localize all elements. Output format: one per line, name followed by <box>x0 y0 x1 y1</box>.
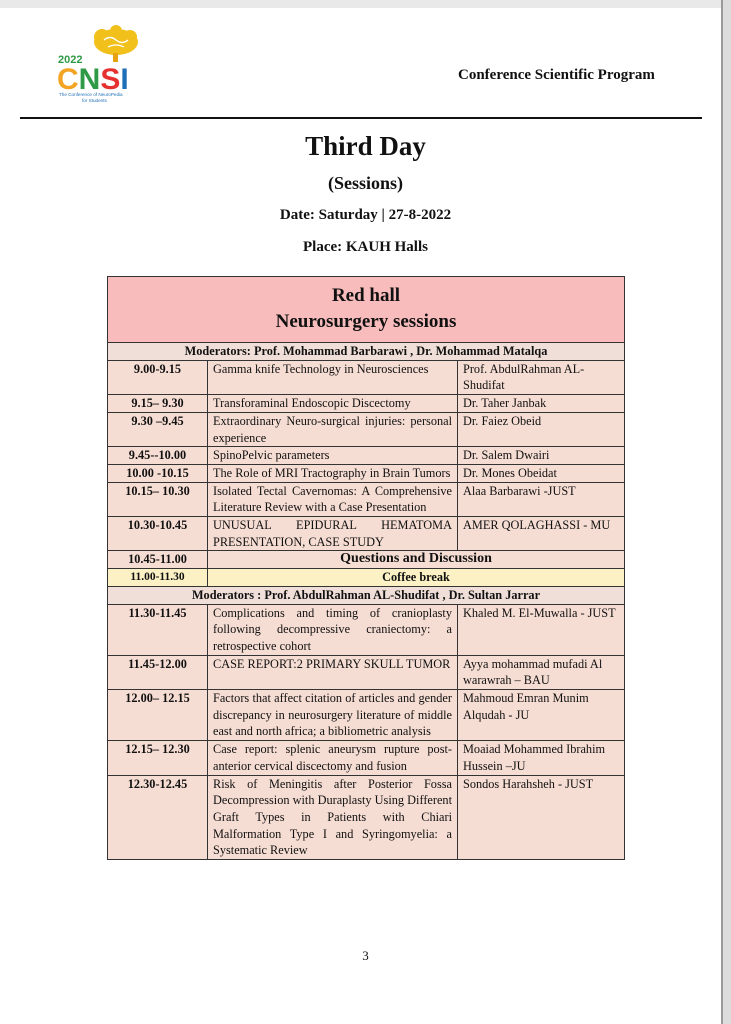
session-time: 12.30-12.45 <box>108 775 208 860</box>
session-row <box>108 360 625 394</box>
session-time: 9.30 –9.45 <box>108 412 208 446</box>
session-speaker: Alaa Barbarawi -JUST <box>458 482 625 516</box>
session-time: 12.00– 12.15 <box>108 690 208 741</box>
page-number: 3 <box>362 948 369 963</box>
moderators-text: Moderators: Prof. Mohammad Barbarawi , Dr. Mohammad Matalqa <box>108 343 625 361</box>
logo-letter-s: S <box>100 63 121 96</box>
session-topic: UNUSUAL EPIDURAL HEMATOMA PRESENTATION, CASE STUDY <box>208 517 458 551</box>
session-speaker: AMER QOLAGHASSI - MU <box>458 517 625 551</box>
session-row <box>108 395 625 413</box>
session-speaker: Moaiad Mohammed Ibrahim Hussein –JU <box>458 741 625 775</box>
logo-letter-i: I <box>120 63 129 96</box>
session-topic: Isolated Tectal Cavernomas: A Comprehensive Literature Review with a Case Presentation <box>208 482 458 516</box>
session-time: 9.00-9.15 <box>108 360 208 394</box>
session-speaker: Ayya mohammad mufadi Al warawrah – BAU <box>458 655 625 689</box>
session-topic: CASE REPORT:2 PRIMARY SKULL TUMOR <box>208 655 458 689</box>
hall-name: Red hall <box>331 285 401 306</box>
hall-header-row <box>108 277 625 343</box>
session-topic: Extraordinary Neuro-surgical injuries: personal experience <box>208 412 458 446</box>
session-speaker: Dr. Taher Janbak <box>458 395 625 413</box>
session-row <box>108 412 625 446</box>
coffee-label: Coffee break <box>208 569 625 587</box>
session-row <box>108 604 625 655</box>
session-row <box>108 517 625 551</box>
coffee-time: 11.00-11.30 <box>108 569 208 587</box>
logo-tagline: The Conference of NeuroPedia <box>59 92 123 97</box>
moderators-row <box>108 343 625 361</box>
session-time: 11.30-11.45 <box>108 604 208 655</box>
session-row <box>108 655 625 689</box>
session-speaker: Dr. Mones Obeidat <box>458 464 625 482</box>
document-title: Conference Scientific Program <box>458 67 655 83</box>
program-table <box>107 276 625 860</box>
moderators-text: Moderators : Prof. AbdulRahman AL-Shudifat , Dr. Sultan Jarrar <box>108 586 625 604</box>
session-speaker: Sondos Harahsheh - JUST <box>458 775 625 860</box>
cnsi-logo <box>56 25 148 103</box>
session-topic: Case report: splenic aneurysm rupture post-anterior cervical discectomy and fusion <box>208 741 458 775</box>
session-time: 12.15– 12.30 <box>108 741 208 775</box>
coffee-break-row <box>108 569 625 587</box>
session-speaker: Dr. Salem Dwairi <box>458 447 625 465</box>
page-frame-top <box>0 0 731 8</box>
session-topic: Risk of Meningitis after Posterior Fossa Decompression with Duraplasty Using Different Graft Types in Patients with Chiari Malformation Type I and Syringomyelia: a Systematic Review <box>208 775 458 860</box>
session-row <box>108 464 625 482</box>
logo-letter-n: N <box>78 63 101 96</box>
header-divider <box>20 117 702 119</box>
session-row <box>108 482 625 516</box>
logo-year: 2022 <box>58 54 83 66</box>
session-topic: Gamma knife Technology in Neurosciences <box>208 360 458 394</box>
questions-time: 10.45-11.00 <box>108 551 208 569</box>
day-title: Third Day <box>305 131 426 161</box>
date-line: Date: Saturday | 27-8-2022 <box>279 207 452 223</box>
session-time: 10.00 -10.15 <box>108 464 208 482</box>
brain-icon <box>94 25 138 62</box>
session-topic: Complications and timing of cranioplasty following decompressive craniectomy: a retrospective cohort <box>208 604 458 655</box>
session-time: 9.45--10.00 <box>108 447 208 465</box>
session-row <box>108 690 625 741</box>
session-row <box>108 447 625 465</box>
logo-letter-c: C <box>57 63 79 96</box>
session-time: 11.45-12.00 <box>108 655 208 689</box>
moderators-row <box>108 586 625 604</box>
hall-track: Neurosurgery sessions <box>275 311 457 332</box>
session-topic: The Role of MRI Tractography in Brain Tumors <box>208 464 458 482</box>
session-row <box>108 775 625 860</box>
questions-label: Questions and Discussion <box>208 551 625 569</box>
session-row <box>108 741 625 775</box>
session-topic: Factors that affect citation of articles and gender discrepancy in neurosurgery literature of middle east and north africa; a bibliometric analysis <box>208 690 458 741</box>
questions-row <box>108 551 625 569</box>
place-line: Place: KAUH Halls <box>303 239 428 255</box>
session-time: 9.15– 9.30 <box>108 395 208 413</box>
session-topic: SpinoPelvic parameters <box>208 447 458 465</box>
session-time: 10.30-10.45 <box>108 517 208 551</box>
sessions-subtitle: (Sessions) <box>327 173 403 193</box>
session-time: 10.15– 10.30 <box>108 482 208 516</box>
session-topic: Transforaminal Endoscopic Discectomy <box>208 395 458 413</box>
session-speaker: Prof. AbdulRahman AL-Shudifat <box>458 360 625 394</box>
logo-tagline-2: for Students <box>82 98 107 103</box>
session-speaker: Khaled M. El-Muwalla - JUST <box>458 604 625 655</box>
session-speaker: Dr. Faiez Obeid <box>458 412 625 446</box>
session-speaker: Mahmoud Emran Munim Alqudah - JU <box>458 690 625 741</box>
